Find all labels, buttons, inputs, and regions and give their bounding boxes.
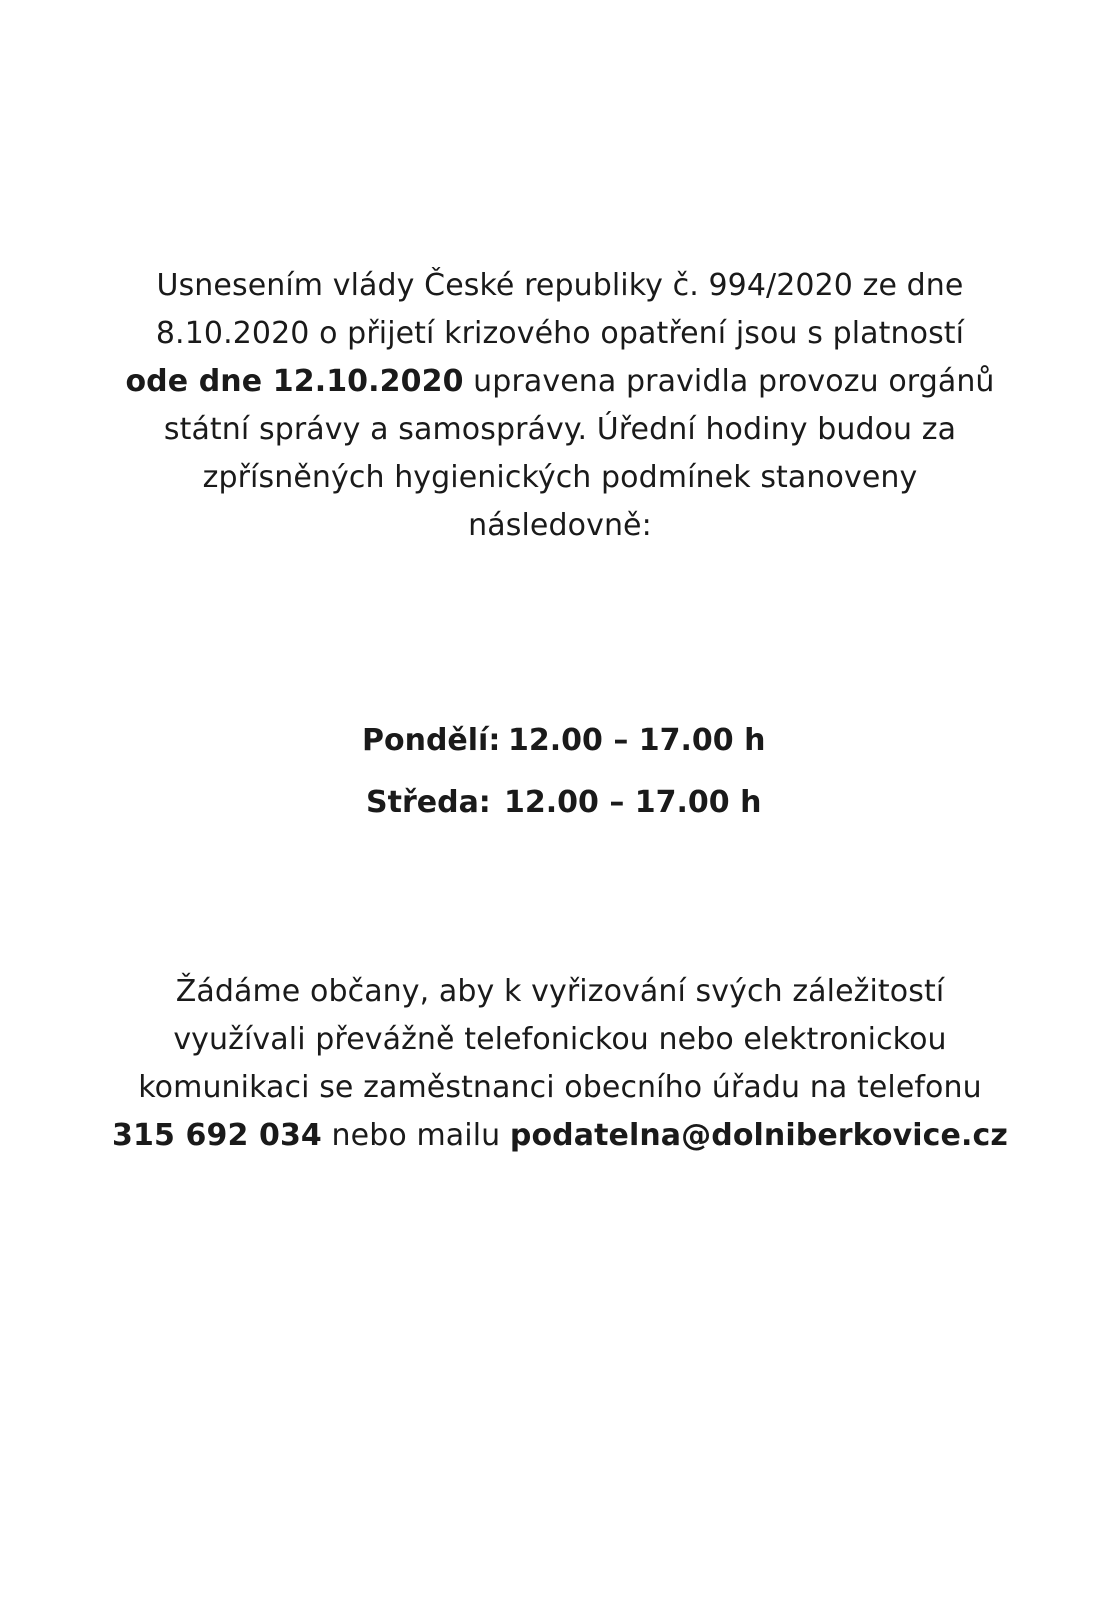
intro-line: následovně:	[468, 508, 652, 543]
time-range: 12.00 – 17.00 h	[504, 785, 762, 820]
intro-line: státní správy a samosprávy. Úřední hodiny budou za	[163, 412, 957, 447]
office-hours-row	[0, 710, 1120, 772]
intro-line	[0, 358, 1120, 406]
intro-line: Usnesením vlády České republiky č. 994/2020 ze dne	[156, 268, 964, 303]
intro-text: upravena pravidla provozu orgánů	[463, 364, 995, 399]
phone-number: 315 692 034	[112, 1118, 322, 1153]
effective-date: ode dne 12.10.2020	[125, 364, 464, 399]
office-hours	[0, 710, 1120, 834]
request-line: Žádáme občany, aby k vyřizování svých záležitostí	[175, 974, 945, 1009]
request-line: komunikaci se zaměstnanci obecního úřadu na telefonu	[138, 1070, 982, 1105]
weekday-label: Středa:	[366, 785, 491, 820]
weekday-label: Pondělí:	[362, 723, 501, 758]
intro-line: 8.10.2020 o přijetí krizového opatření jsou s platností	[155, 316, 965, 351]
request-text: nebo mailu	[321, 1118, 510, 1153]
intro-paragraph	[0, 262, 1120, 550]
time-range: 12.00 – 17.00 h	[508, 723, 766, 758]
email-address: podatelna@dolniberkovice.cz	[509, 1118, 1008, 1153]
request-line	[0, 1112, 1120, 1160]
request-paragraph	[0, 968, 1120, 1160]
intro-line: zpřísněných hygienických podmínek stanoveny	[202, 460, 918, 495]
request-line: využívali převážně telefonickou nebo elektronickou	[173, 1022, 947, 1057]
office-hours-row	[0, 772, 1120, 834]
